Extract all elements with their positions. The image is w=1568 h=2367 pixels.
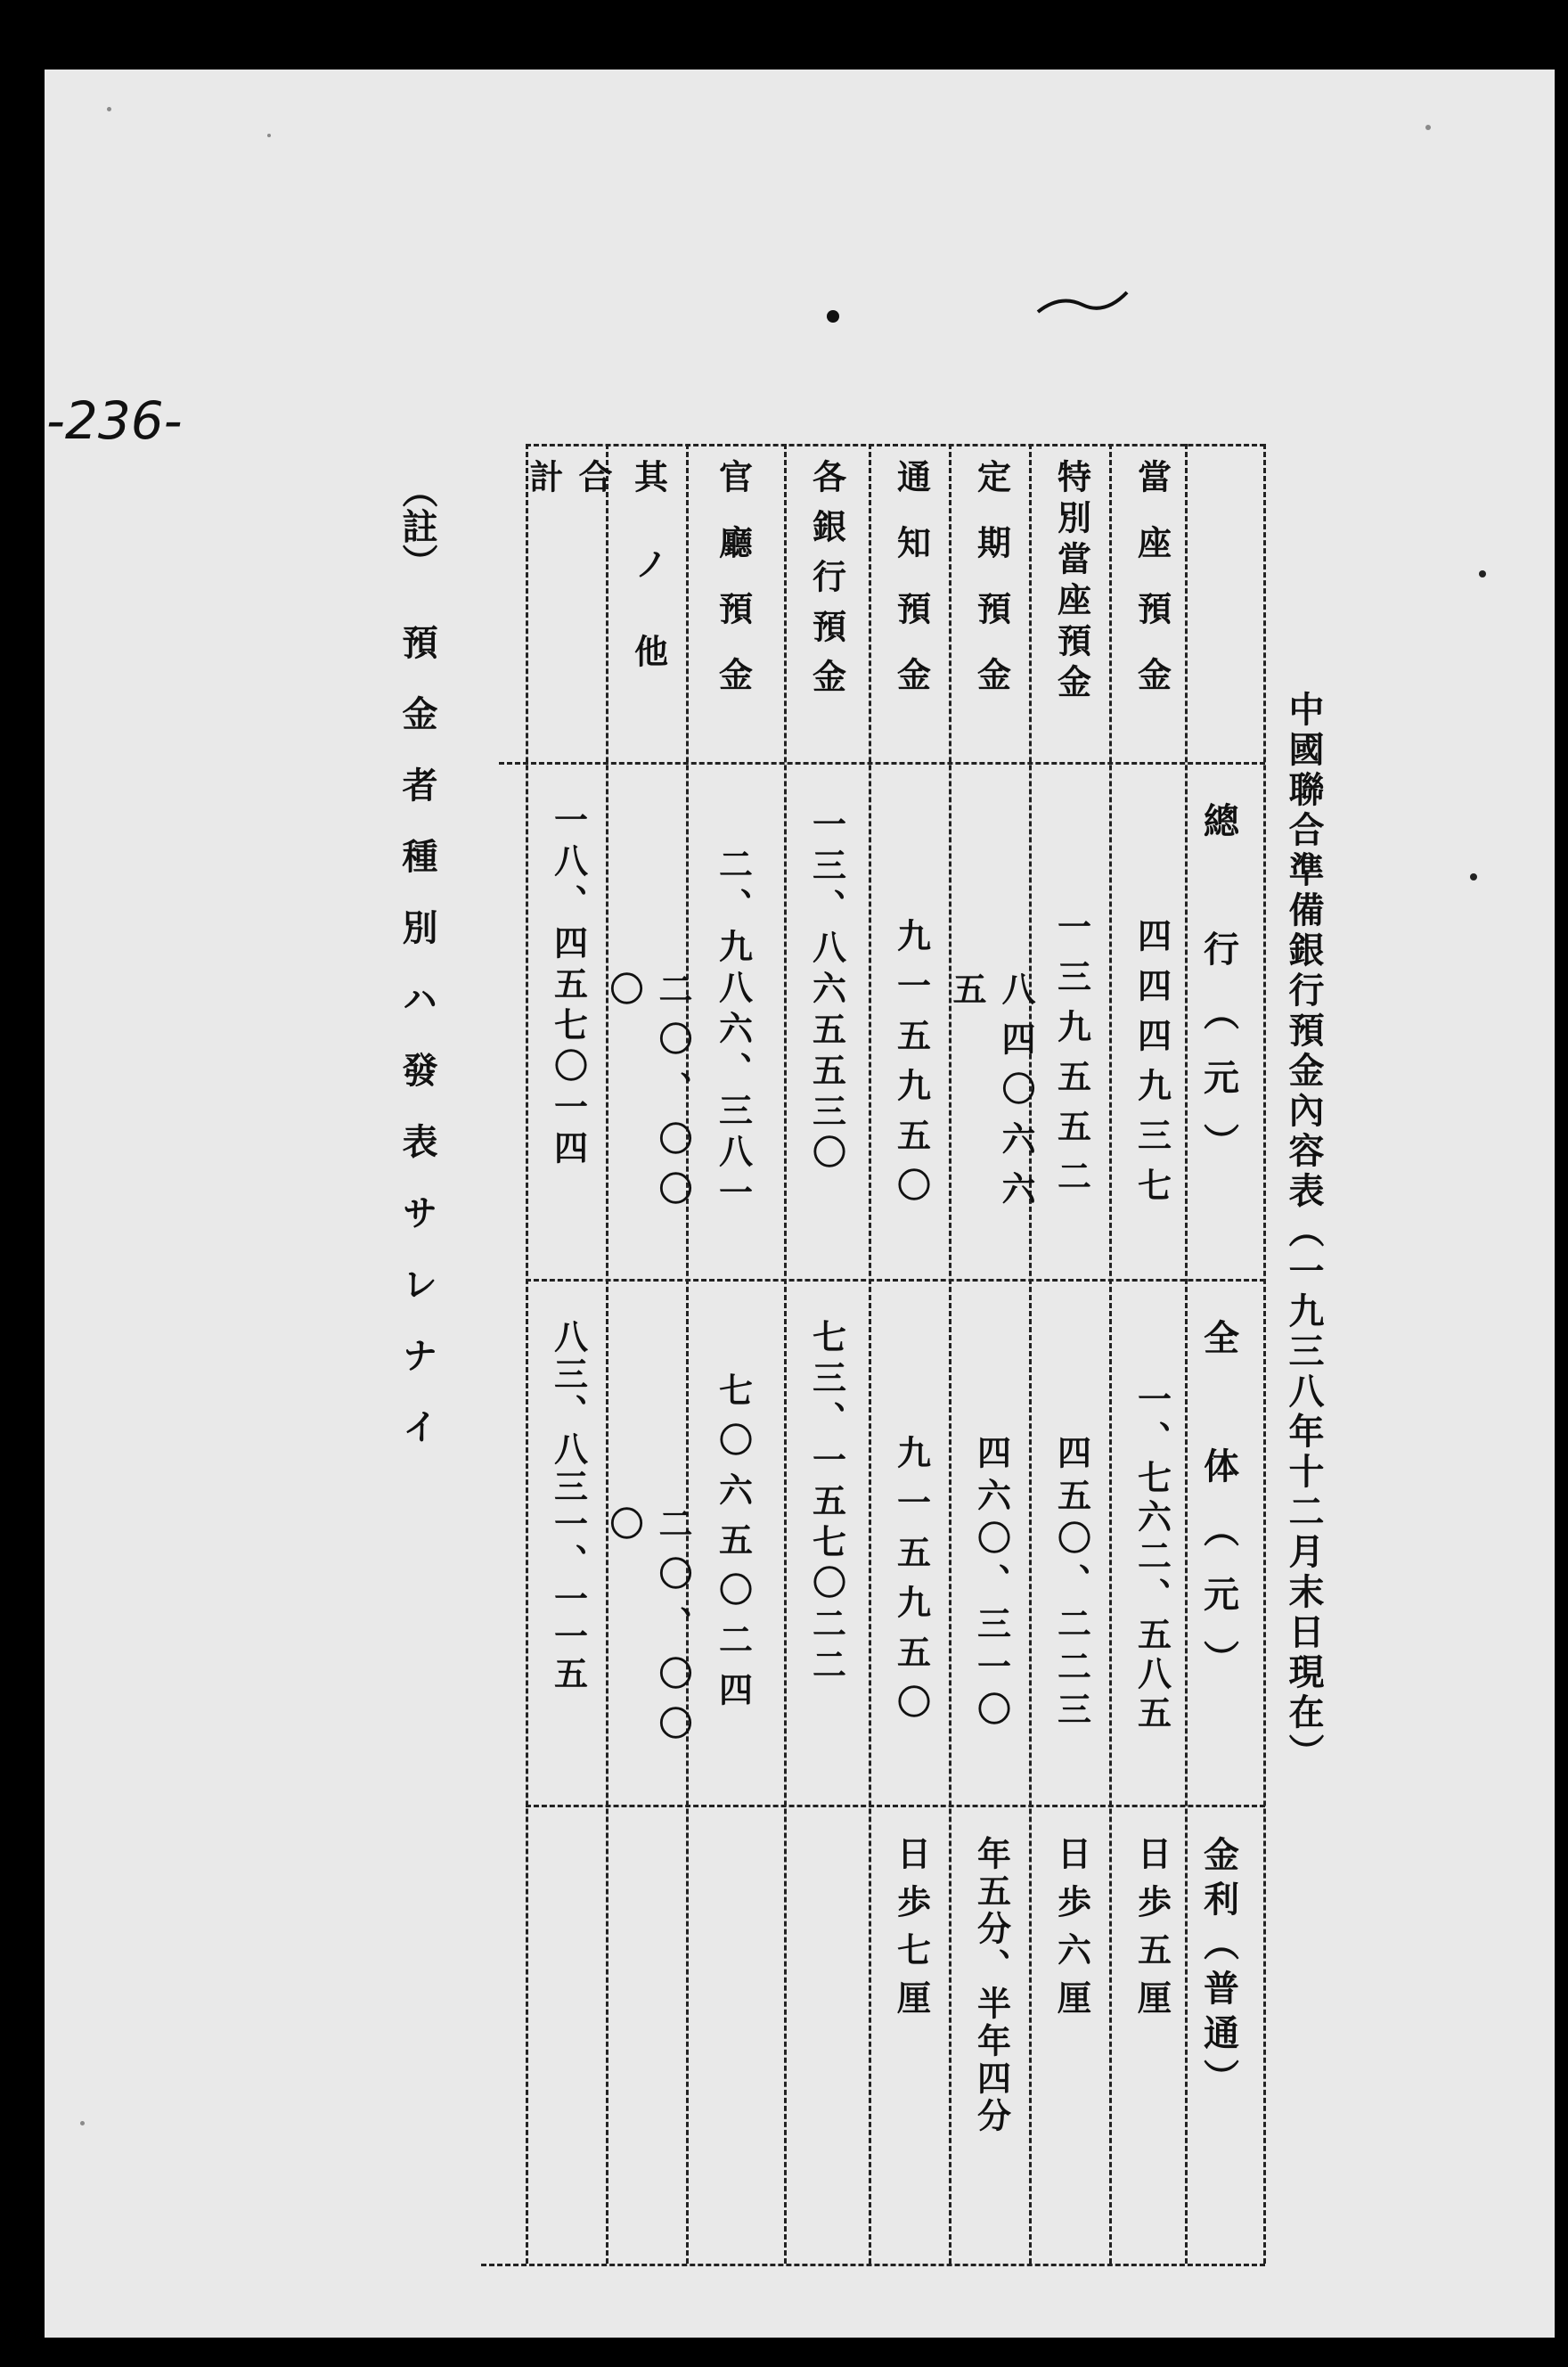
- total-value: 八三、八三一、一一五: [548, 1319, 588, 1693]
- document-title: 中國聯合準備銀行預金內容表（一九三八年十二月末日現在）: [1283, 691, 1324, 1773]
- row-label: 定期預金: [971, 459, 1011, 723]
- row-label: 通知預金: [891, 459, 931, 723]
- scan-speck: [1479, 570, 1486, 577]
- scan-speck: [107, 107, 111, 111]
- header-interest: 金利（普通）: [1197, 1836, 1239, 2103]
- total-value: 四六〇、三一〇: [971, 1435, 1011, 1734]
- head-office-value: 二〇、〇〇〇: [604, 971, 692, 1221]
- row-label: 官廳預金: [713, 459, 753, 723]
- table-rule: [499, 762, 1265, 765]
- row-label: 其ノ他: [628, 459, 668, 721]
- table-rule: [481, 2264, 1265, 2266]
- ink-dot: [827, 310, 839, 323]
- total-value: 四五〇、二二三: [1051, 1435, 1091, 1734]
- interest-value: 日歩七厘: [891, 1836, 931, 2028]
- header-head-office: 總 行（元）: [1197, 802, 1239, 1187]
- scan-speck: [267, 134, 271, 137]
- page-number: -236-: [46, 390, 183, 451]
- header-total: 全 体（元）: [1197, 1319, 1239, 1704]
- total-value: 七〇六五〇二四: [713, 1372, 753, 1722]
- row-label: 當座預金: [1131, 459, 1172, 723]
- interest-value: 年五分、半年四分: [971, 1836, 1011, 2135]
- scan-speck: [80, 2121, 85, 2125]
- head-office-value: 二、九八六、三八一: [713, 847, 753, 1216]
- row-label: 特別當座預金: [1051, 459, 1091, 705]
- head-office-value: 一三、八六五五三〇: [806, 807, 846, 1175]
- head-office-value: 九一五九五〇: [891, 918, 931, 1217]
- table-rule: [526, 444, 1265, 446]
- interest-value: 日歩六厘: [1051, 1836, 1091, 2028]
- total-value: 二〇、〇〇〇: [604, 1506, 692, 1756]
- table-rule: [1263, 444, 1266, 2264]
- pen-stroke-mark: [1033, 285, 1131, 321]
- head-office-value: 四四四九三七: [1131, 918, 1172, 1217]
- head-office-value: 一三九五五二: [1051, 909, 1091, 1208]
- total-value: 七三、一五七〇二二: [806, 1319, 846, 1688]
- head-office-value: 八四〇六六五: [947, 971, 1035, 1221]
- head-office-value: 一八、四五七〇一四: [548, 802, 588, 1171]
- table-rule: [869, 444, 871, 2264]
- interest-value: 日歩五厘: [1131, 1836, 1172, 2028]
- total-value: 一、七六二、五八五: [1131, 1381, 1172, 1734]
- table-rule: [784, 444, 787, 2264]
- row-label: 各銀行預金: [806, 459, 846, 708]
- table-rule: [526, 1279, 1265, 1282]
- table-rule: [526, 1805, 1265, 1807]
- scan-speck: [1470, 873, 1477, 880]
- row-label: 合計: [524, 459, 612, 653]
- note-label: （註）: [396, 472, 437, 579]
- scan-speck: [1425, 125, 1431, 130]
- total-value: 九一五九五〇: [891, 1435, 931, 1734]
- note-text: 預金者種別ハ發表サレナイ: [396, 624, 437, 1479]
